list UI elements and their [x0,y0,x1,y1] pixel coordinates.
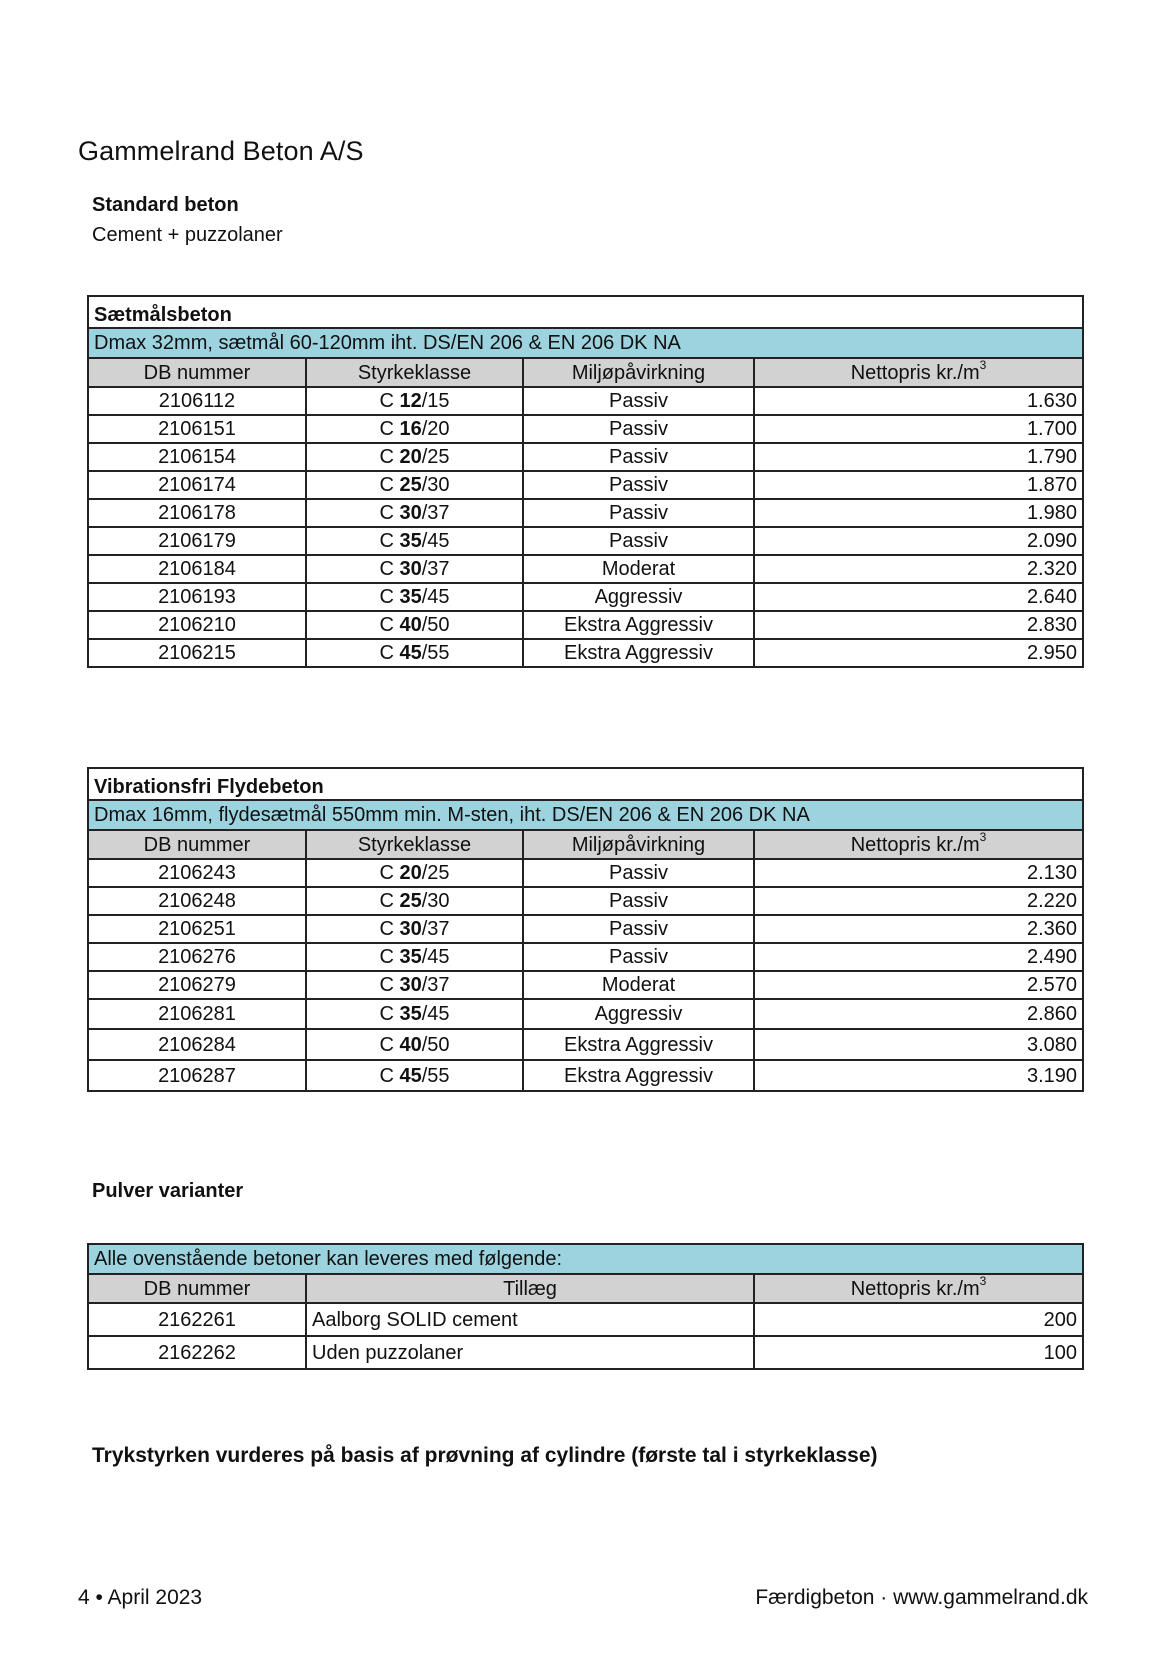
cell-price: 1.870 [754,471,1083,499]
header-price: Nettopris $kr./m^3$ [754,358,1083,387]
cell-price: 2.570 [754,971,1083,999]
table-header-row [88,1274,1083,1303]
table-row [88,471,1083,499]
cell-db: 2106248 [88,887,306,915]
cell-env: Passiv [523,887,754,915]
cell-price: 2.320 [754,555,1083,583]
cell-db: 2106178 [88,499,306,527]
cell-price: 2.860 [754,999,1083,1029]
cell-price: 2.130 [754,859,1083,887]
header-strength: Styrkeklasse [306,830,523,859]
cell-env: Passiv [523,387,754,415]
cell-strength: C 30/37 [306,915,523,943]
table-row [88,555,1083,583]
cell-strength: C 45/55 [306,1060,523,1091]
table-row [88,415,1083,443]
table-row [88,583,1083,611]
table-header-row [88,358,1083,387]
cell-env: Aggressiv [523,999,754,1029]
cell-strength: C 20/25 [306,859,523,887]
cell-env: Moderat [523,971,754,999]
header-db: DB nummer [88,1274,306,1303]
cell-price: 2.220 [754,887,1083,915]
table-row [88,887,1083,915]
table-subtitle: Dmax 16mm, flydesætmål 550mm min. M-sten, iht. DS/EN 206 & EN 206 DK NA [88,800,1083,830]
cell-env: Passiv [523,443,754,471]
cell-env: Passiv [523,859,754,887]
cell-env: Ekstra Aggressiv [523,1060,754,1091]
cell-price: 200 [754,1303,1083,1336]
table-row [88,1060,1083,1091]
cell-db: 2162262 [88,1336,306,1369]
footer-site: Færdigbeton · www.gammelrand.dk [755,1586,1088,1609]
header-db: DB nummer [88,358,306,387]
table-row [88,611,1083,639]
table-subtitle: Dmax 32mm, sætmål 60-120mm iht. DS/EN 206 & EN 206 DK NA [88,328,1083,358]
cell-db: 2106174 [88,471,306,499]
table-title: Vibrationsfri Flydebeton [88,768,1083,800]
cell-price: 1.790 [754,443,1083,471]
cell-strength: C 40/50 [306,1029,523,1060]
table-saetmaalsbeton [87,295,1084,668]
standard-subheading: Cement + puzzolaner [92,224,283,246]
cell-env: Passiv [523,915,754,943]
cell-db: 2162261 [88,1303,306,1336]
cell-strength: C 25/30 [306,471,523,499]
header-strength: Styrkeklasse [306,358,523,387]
cell-env: Passiv [523,943,754,971]
cell-price: 2.640 [754,583,1083,611]
footer-page-date: 4 • April 2023 [78,1586,203,1609]
table-flydebeton [87,767,1084,1092]
cell-strength: C 12/15 [306,387,523,415]
table-title: Sætmålsbeton [88,296,1083,328]
cell-strength: C 30/37 [306,499,523,527]
table-row [88,443,1083,471]
cell-price: 2.490 [754,943,1083,971]
table-row [88,1303,1083,1336]
table-row [88,943,1083,971]
cell-strength: C 16/20 [306,415,523,443]
header-price: Nettopris $kr./m^3$ [754,1274,1083,1303]
cell-strength: C 35/45 [306,583,523,611]
cell-db: 2106243 [88,859,306,887]
cell-price: 2.090 [754,527,1083,555]
cell-db: 2106193 [88,583,306,611]
cell-db: 2106251 [88,915,306,943]
cell-db: 2106215 [88,639,306,667]
cell-addon: Uden puzzolaner [306,1336,754,1369]
cell-strength: C 20/25 [306,443,523,471]
cell-env: Ekstra Aggressiv [523,1029,754,1060]
cell-price: 2.950 [754,639,1083,667]
powder-heading: Pulver varianter [92,1180,244,1202]
table-row [88,387,1083,415]
cell-price: 1.630 [754,387,1083,415]
table-row [88,859,1083,887]
header-price: Nettopris $kr./m^3$ [754,830,1083,859]
standard-heading: Standard beton [92,194,239,216]
cell-price: 100 [754,1336,1083,1369]
cell-strength: C 35/45 [306,527,523,555]
table-row [88,639,1083,667]
cell-db: 2106287 [88,1060,306,1091]
cell-db: 2106184 [88,555,306,583]
cell-price: 3.190 [754,1060,1083,1091]
cell-db: 2106179 [88,527,306,555]
cell-db: 2106154 [88,443,306,471]
cell-strength: C 35/45 [306,943,523,971]
company-title: Gammelrand Beton A/S [78,136,364,166]
cell-price: 1.700 [754,415,1083,443]
cell-env: Moderat [523,555,754,583]
cell-strength: C 45/55 [306,639,523,667]
cell-strength: C 35/45 [306,999,523,1029]
table-row [88,999,1083,1029]
cell-strength: C 30/37 [306,555,523,583]
table-row [88,527,1083,555]
table-row [88,1336,1083,1369]
strength-note: Trykstyrken vurderes på basis af prøvning af cylindre (første tal i styrkeklasse) [92,1444,878,1467]
table-pulver [87,1243,1084,1370]
table-subtitle: Alle ovenstående betoner kan leveres med følgende: [88,1244,1083,1274]
header-addon: Tillæg [306,1274,754,1303]
cell-strength: C 30/37 [306,971,523,999]
cell-price: 2.830 [754,611,1083,639]
cell-price: 3.080 [754,1029,1083,1060]
cell-db: 2106284 [88,1029,306,1060]
cell-env: Ekstra Aggressiv [523,639,754,667]
cell-db: 2106279 [88,971,306,999]
table-row [88,915,1083,943]
cell-addon: Aalborg SOLID cement [306,1303,754,1336]
cell-env: Passiv [523,527,754,555]
cell-env: Passiv [523,471,754,499]
table-row [88,971,1083,999]
cell-db: 2106151 [88,415,306,443]
cell-db: 2106276 [88,943,306,971]
cell-env: Ekstra Aggressiv [523,611,754,639]
cell-price: 1.980 [754,499,1083,527]
cell-price: 2.360 [754,915,1083,943]
header-db: DB nummer [88,830,306,859]
table-row [88,499,1083,527]
cell-env: Aggressiv [523,583,754,611]
cell-db: 2106281 [88,999,306,1029]
table-header-row [88,830,1083,859]
cell-env: Passiv [523,415,754,443]
header-env: Miljøpåvirkning [523,358,754,387]
cell-strength: C 25/30 [306,887,523,915]
cell-db: 2106112 [88,387,306,415]
cell-strength: C 40/50 [306,611,523,639]
cell-env: Passiv [523,499,754,527]
table-row [88,1029,1083,1060]
header-env: Miljøpåvirkning [523,830,754,859]
cell-db: 2106210 [88,611,306,639]
